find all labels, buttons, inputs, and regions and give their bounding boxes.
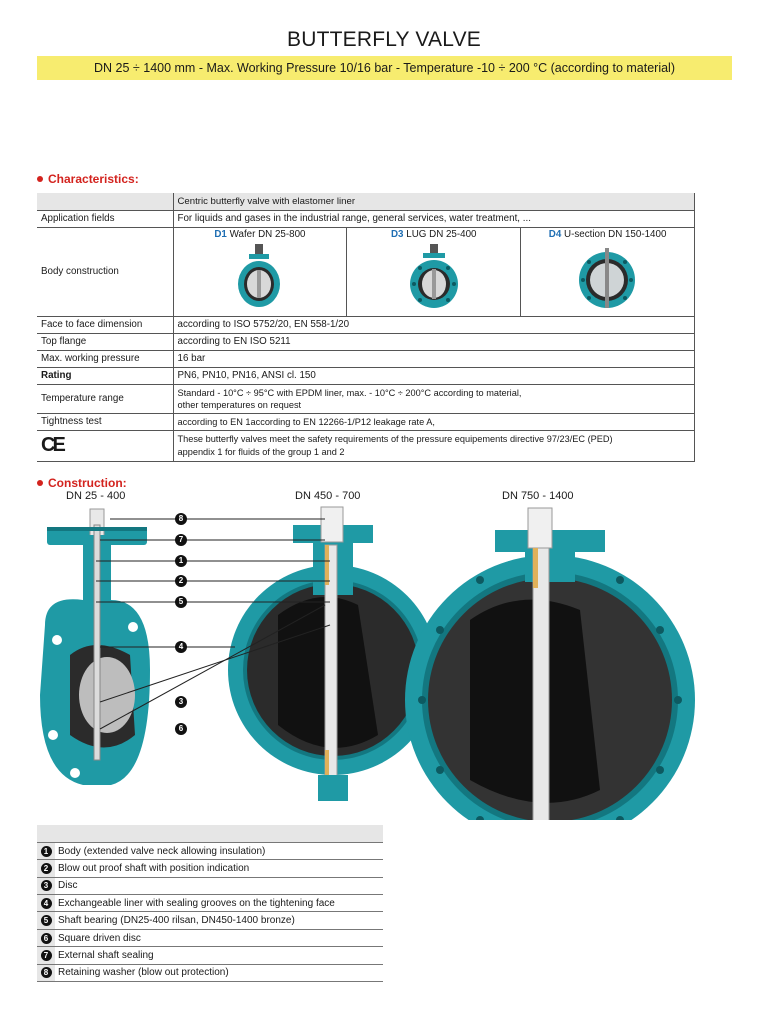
size-label-small: DN 25 - 400 xyxy=(66,490,126,502)
body-label: Body construction xyxy=(37,227,173,316)
table-row: Temperature range Standard - 10°C ÷ 95°C with EPDM liner, max. - 10°C ÷ 200°C according to material, other temperatures on request xyxy=(37,384,695,413)
construction-heading xyxy=(37,476,127,490)
table-row: Tightness test according to EN 1according to EN 12266-1/P12 leakage rate A, xyxy=(37,413,695,430)
callout-3: 3 xyxy=(175,696,187,708)
table-row xyxy=(37,825,383,842)
body-construction-cells xyxy=(174,228,695,316)
table-row: 1 Body (extended valve neck allowing insulation) xyxy=(37,842,383,859)
table-row: 5 Shaft bearing (DN25-400 rilsan, DN450-1400 bronze) xyxy=(37,912,383,929)
callout-1: 1 xyxy=(175,555,187,567)
size-label-large: DN 750 - 1400 xyxy=(502,490,574,502)
table-row: CE These butterfly valves meet the safety requirements of the pressure equipements directive 97/23/EC (PED) appendix 1 for fluids of the group 1 and 2 xyxy=(37,430,695,461)
table-row: Max. working pressure 16 bar xyxy=(37,350,695,367)
bullet-dot-icon xyxy=(37,480,43,486)
callout-lines xyxy=(0,505,768,765)
wafer-valve-image xyxy=(234,244,284,308)
size-label-medium: DN 450 - 700 xyxy=(295,490,361,502)
characteristics-table xyxy=(37,193,695,462)
page-title: BUTTERFLY VALVE xyxy=(287,28,481,51)
callout-7: 7 xyxy=(175,534,187,546)
characteristics-heading-label: Characteristics: xyxy=(48,172,139,186)
table-row: 4 Exchangeable liner with sealing grooves on the tightening face xyxy=(37,895,383,912)
callout-5: 5 xyxy=(175,596,187,608)
lug-valve-image xyxy=(406,244,462,308)
table-row: 7 External shaft sealing xyxy=(37,947,383,964)
intro-cell: Centric butterfly valve with elastomer liner xyxy=(173,193,695,210)
u-section-valve-image xyxy=(575,244,639,308)
body-type-d4: D4 U-section DN 150-1400 xyxy=(521,228,694,316)
table-row: 3 Disc xyxy=(37,877,383,894)
subtitle-banner: DN 25 ÷ 1400 mm - Max. Working Pressure 10/16 bar - Temperature -10 ÷ 200 °C (according to material) xyxy=(37,56,732,80)
table-row xyxy=(37,193,695,210)
table-row: Face to face dimension according to ISO 5752/20, EN 558-1/20 xyxy=(37,316,695,333)
application-value: For liquids and gases in the industrial range, general services, water treatment, ... xyxy=(173,210,695,227)
table-row xyxy=(37,227,695,316)
parts-legend-table xyxy=(37,825,383,982)
ce-mark-icon: CE xyxy=(41,434,63,456)
callout-4: 4 xyxy=(175,641,187,653)
callout-6: 6 xyxy=(175,723,187,735)
table-row: Top flange according to EN ISO 5211 xyxy=(37,333,695,350)
table-row: 6 Square driven disc xyxy=(37,929,383,946)
callout-2: 2 xyxy=(175,575,187,587)
body-type-d1: D1 Wafer DN 25-800 xyxy=(174,228,348,316)
construction-heading-label: Construction: xyxy=(48,476,127,490)
table-row: Rating PN6, PN10, PN16, ANSI cl. 150 xyxy=(37,367,695,384)
table-row: 2 Blow out proof shaft with position indication xyxy=(37,860,383,877)
table-row: 8 Retaining washer (blow out protection) xyxy=(37,964,383,981)
characteristics-heading xyxy=(37,172,139,186)
application-label: Application fields xyxy=(37,210,173,227)
body-type-d3: D3 LUG DN 25-400 xyxy=(347,228,521,316)
table-row xyxy=(37,210,695,227)
callout-8: 8 xyxy=(175,513,187,525)
bullet-dot-icon xyxy=(37,176,43,182)
